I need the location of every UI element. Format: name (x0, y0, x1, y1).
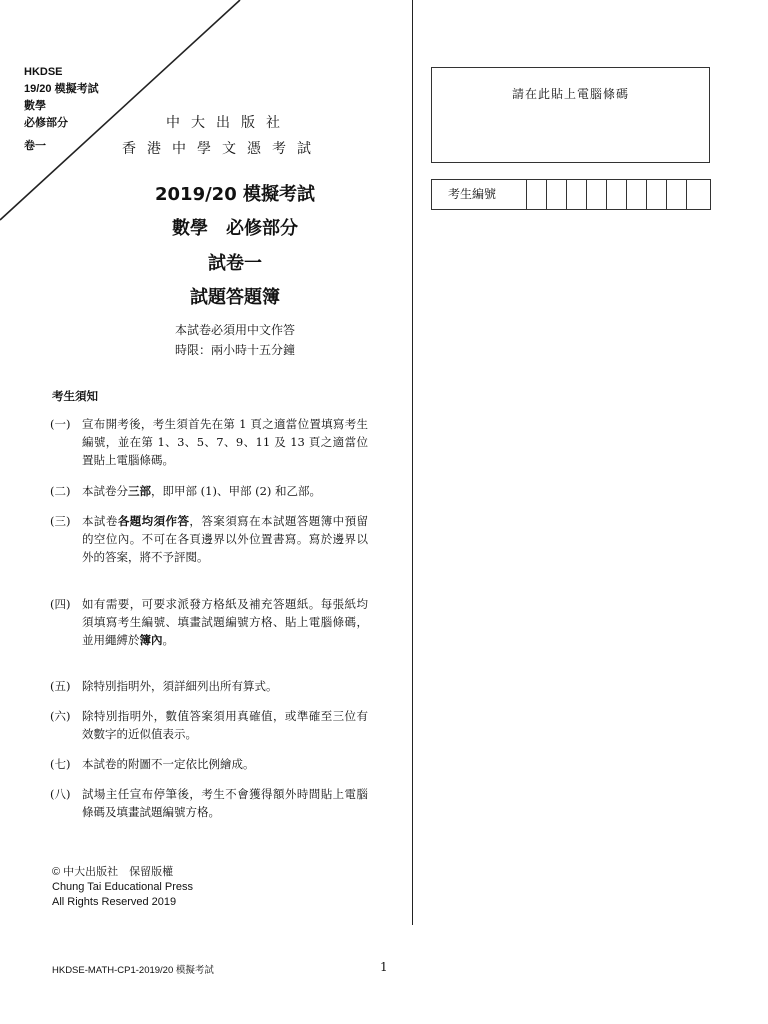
instruction-text: 本試卷各題均須作答，答案須寫在本試題答題簿中預留的空位內。不可在各頁邊界以外位置書寫。寫於邊界以外的答案，將不予評閱。 (82, 514, 369, 564)
candidate-digit-box[interactable] (547, 180, 567, 209)
instruction-text: 除特別指明外，數值答案須用真確值，或準確至三位有效數字的近似值表示。 (82, 709, 368, 741)
barcode-label: 請在此貼上電腦條碼 (511, 87, 629, 101)
publisher-name: 中大出版社 (166, 115, 291, 131)
page-divider-line (412, 0, 413, 925)
instruction-item-8 (50, 785, 368, 821)
candidate-digit-box[interactable] (667, 180, 687, 209)
language-note: 本試卷必須用中文作答 (174, 323, 295, 337)
candidate-digit-box[interactable] (527, 180, 547, 209)
instruction-item-6 (50, 707, 368, 743)
candidate-number-label: 考生編號 (432, 180, 527, 209)
corner-label-hkdse: HKDSE (24, 66, 63, 78)
instruction-number: (五) (50, 679, 71, 693)
instruction-number: (一) (50, 417, 71, 431)
instruction-emphasis: 三部 (128, 484, 151, 498)
instruction-text: 宣布開考後，考生須首先在第 1 頁之適當位置填寫考生編號，並在第 1、3、5、7、9、11 及 13 頁之適當位置貼上電腦條碼。 (82, 417, 368, 467)
instruction-item-4 (50, 595, 368, 649)
corner-label-year: 19/20 模擬考試 (24, 83, 99, 95)
instruction-item-7 (50, 755, 368, 773)
instruction-text: 如有需要，可要求派發方格紙及補充答題紙。每張紙均須填寫考生編號、填畫試題編號方格、貼上電腦條碼，並用繩縛於簿內。 (82, 597, 368, 647)
corner-labels (24, 64, 99, 155)
instruction-number: (二) (50, 484, 71, 498)
copyright-block (52, 865, 193, 910)
candidate-digit-box[interactable] (607, 180, 627, 209)
candidate-number-field[interactable] (431, 179, 711, 210)
instruction-text: 本試卷分三部，即甲部 (1)、甲部 (2) 和乙部。 (82, 484, 322, 498)
corner-label-paper: 卷一 (24, 140, 46, 152)
instruction-emphasis: 簿內 (139, 633, 163, 647)
page-number: 1 (380, 960, 388, 974)
instruction-text: 除特別指明外，須詳細列出所有算式。 (82, 679, 278, 693)
candidate-digit-box[interactable] (687, 180, 707, 209)
publisher-english: Chung Tai Educational Press (52, 881, 194, 893)
copyright-line: © 中大出版社 保留版權 (52, 866, 174, 878)
instruction-number: (四) (50, 597, 71, 611)
instruction-number: (八) (50, 787, 71, 801)
instruction-text: 試場主任宣布停筆後，考生不會獲得額外時間貼上電腦條碼及填畫試題編號方格。 (82, 787, 368, 819)
instruction-item-1 (50, 415, 368, 469)
instruction-text: 本試卷的附圖不一定依比例繪成。 (82, 757, 255, 771)
candidate-digit-box[interactable] (587, 180, 607, 209)
instruction-emphasis: 各題均須作答 (117, 514, 190, 528)
candidate-digit-box[interactable] (567, 180, 587, 209)
instruction-number: (七) (50, 757, 71, 771)
instruction-number: (三) (50, 514, 71, 528)
candidate-digit-box[interactable] (647, 180, 667, 209)
paper-title: 試卷一 (208, 253, 262, 274)
instructions-heading: 考生須知 (52, 389, 98, 403)
rights-reserved: All Rights Reserved 2019 (52, 896, 177, 908)
exam-name: 香港中學文憑考試 (122, 141, 322, 157)
subject-title: 數學 必修部分 (172, 218, 298, 239)
footer-code: HKDSE-MATH-CP1-2019/20 模擬考試 (52, 965, 214, 976)
exam-title: 2019/20 模擬考試 (155, 184, 315, 205)
barcode-area[interactable] (431, 67, 710, 163)
corner-label-part: 必修部分 (24, 117, 68, 129)
instruction-number: (六) (50, 709, 71, 723)
instruction-item-5 (50, 677, 368, 695)
instruction-item-2 (50, 482, 368, 500)
candidate-digit-box[interactable] (627, 180, 647, 209)
time-limit: 時限：兩小時十五分鐘 (174, 343, 295, 357)
instruction-item-3 (50, 512, 368, 566)
booklet-title: 試題答題簿 (190, 287, 280, 308)
corner-label-subject: 數學 (24, 100, 46, 112)
